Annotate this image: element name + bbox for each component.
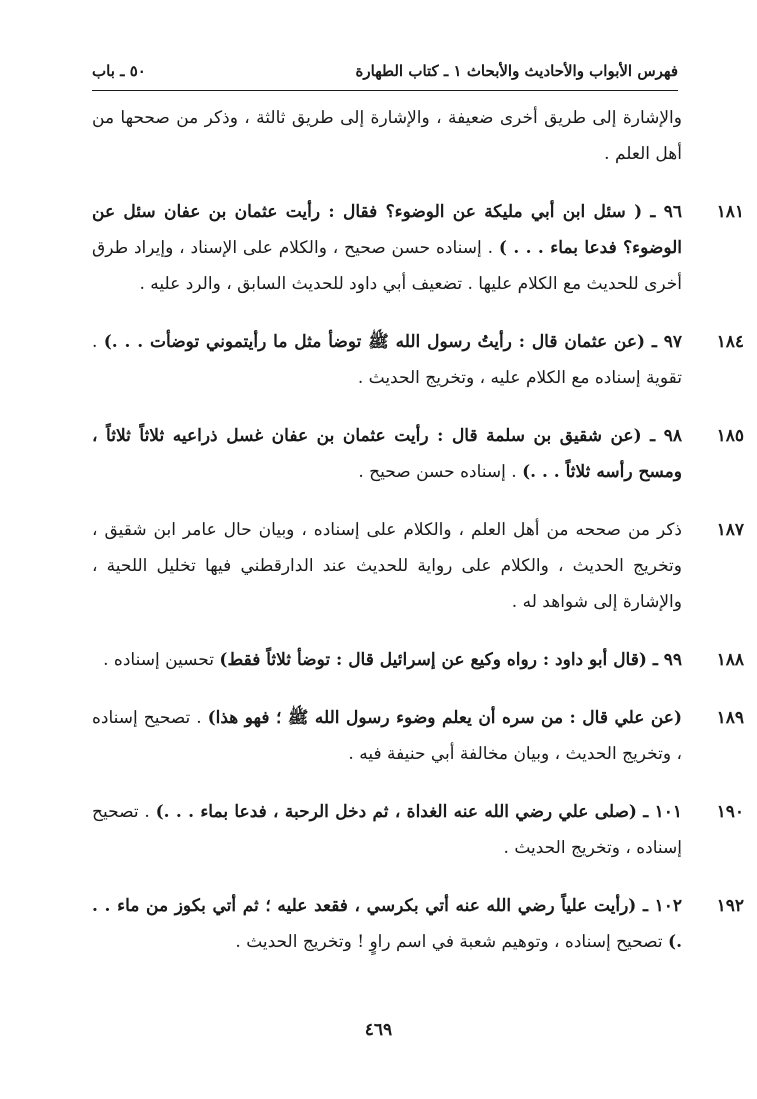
entry-text <box>92 324 682 396</box>
header-chapter: ٥٠ ـ باب <box>92 62 146 80</box>
entry-lead: ٩٧ ـ (عن عثمان قال : رأيتُ رسول الله ﷺ توضأ مثل ما رأيتموني توضأت . . .) <box>103 332 682 352</box>
entry-lead: ٩٩ ـ (قال أبو داود : رواه وكيع عن إسرائيل قال : توضأ ثلاثاً فقط) <box>219 650 682 670</box>
entry-lead: ١٠١ ـ (صلى علي رضي الله عنه الغداة ، ثم دخل الرحبة ، فدعا بماء . . .) <box>155 802 682 822</box>
running-header <box>92 56 678 91</box>
intro-paragraph: والإشارة إلى طريق أخرى ضعيفة ، والإشارة إلى طريق ثالثة ، وذكر من صححها من أهل العلم . <box>92 108 682 164</box>
index-entry <box>92 418 744 490</box>
entry-text <box>92 642 682 678</box>
entry-text <box>92 512 682 620</box>
entry-description: . تقوية إسناده مع الكلام عليه ، وتخريج الحديث . <box>92 332 682 388</box>
index-entry <box>92 700 744 772</box>
entry-description: . تصحيح إسناده ، وتخريج الحديث . <box>92 802 682 858</box>
entry-text <box>92 888 682 960</box>
entry-text <box>92 418 682 490</box>
entry-list <box>92 194 744 960</box>
entry-lead: ١٠٢ ـ (رأيت علياً رضي الله عنه أتي بكرسي ، فقعد عليه ؛ ثم أتي بكوز من ماء . . .) <box>92 896 682 952</box>
entry-page-ref: ١٨٨ <box>716 650 744 670</box>
entry-text <box>92 794 682 866</box>
entry-page-ref: ١٨٩ <box>716 708 744 728</box>
entry-page-ref: ١٨٧ <box>716 520 744 540</box>
entry-description: تحسين إسناده . <box>103 650 220 670</box>
entry-description: . تصحيح إسناده ، وتخريج الحديث ، وبيان مخالفة أبي حنيفة فيه . <box>92 708 682 764</box>
entry-description: . إسناده حسن صحيح . <box>358 462 523 482</box>
entry-text <box>92 700 682 772</box>
entry-lead: ٩٨ ـ (عن شقيق بن سلمة قال : رأيت عثمان بن عفان غسل ذراعيه ثلاثاً ثلاثاً ، ومسح رأسه ثلاثاً . . .) <box>92 426 682 482</box>
index-entry <box>92 324 744 396</box>
entry-page-ref: ١٨٤ <box>716 332 744 352</box>
entry-description: . إسناده حسن صحيح ، والكلام على الإسناد ، وإيراد طرق أخرى للحديث مع الكلام عليها . تضعيف أبي داود للحديث السابق ، والرد عليه . <box>92 238 682 294</box>
page-number: ٤٦٩ <box>364 1020 393 1040</box>
index-content <box>92 100 744 960</box>
entry-page-ref: ١٨٥ <box>716 426 744 446</box>
entry-page-ref: ١٩٠ <box>716 802 744 822</box>
header-title: فهرس الأبواب والأحاديث والأبحاث ١ ـ كتاب الطهارة <box>355 62 678 80</box>
entry-text <box>92 194 682 302</box>
entry-page-ref: ١٨١ <box>716 202 744 222</box>
entry-description: تصحيح إسناده ، وتوهيم شعبة في اسم راوٍ ! وتخريج الحديث . <box>235 932 669 952</box>
index-entry <box>92 642 744 678</box>
entry-lead: ٩٦ ـ ( سئل ابن أبي مليكة عن الوضوء؟ فقال : رأيت عثمان بن عفان سئل عن الوضوء؟ فدعا بماء . . . ) <box>92 202 682 258</box>
index-entry <box>92 194 744 302</box>
index-entry <box>92 794 744 866</box>
entry-description: ذكر من صححه من أهل العلم ، والكلام على إسناده ، وبيان حال عامر ابن شقيق ، وتخريج الحديث ، والكلام على رواية للحديث عند الدارقطني فيها تخليل اللحية ، والإشارة إلى شواهد له . <box>92 520 682 612</box>
entry-page-ref: ١٩٢ <box>716 896 744 916</box>
entry-lead: (عن علي قال : من سره أن يعلم وضوء رسول الله ﷺ ؛ فهو هذا) <box>207 708 682 728</box>
index-entry <box>92 888 744 960</box>
index-entry <box>92 512 744 620</box>
